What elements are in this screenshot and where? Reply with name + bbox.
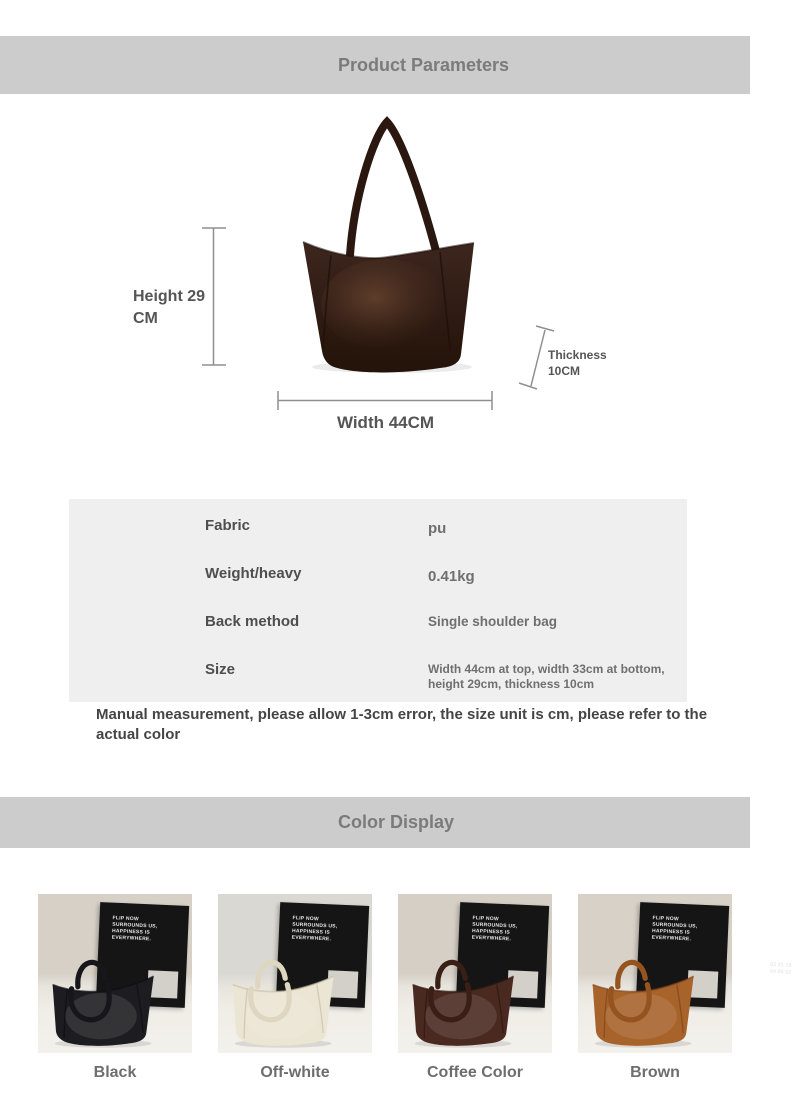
color-label: Coffee Color bbox=[427, 1064, 523, 1081]
bag-image bbox=[400, 932, 526, 1050]
spec-row bbox=[69, 517, 687, 565]
color-label: Black bbox=[93, 1064, 137, 1081]
bag-image bbox=[40, 932, 166, 1050]
spec-row bbox=[69, 661, 687, 709]
poster-text: FLIP NOW SURROUNDS US, HAPPINESS IS EVERYWHERE. bbox=[651, 914, 698, 942]
section-title: Color Display bbox=[338, 812, 455, 832]
bag-image bbox=[580, 932, 706, 1050]
color-tile bbox=[218, 894, 372, 1053]
spec-label: Back method bbox=[205, 613, 300, 630]
spec-label: Weight/heavy bbox=[205, 565, 302, 582]
spec-label: Fabric bbox=[205, 517, 251, 534]
color-tiles bbox=[38, 894, 792, 1053]
poster-text: FLIP NOW SURROUNDS US, HAPPINESS IS EVERYWHERE. bbox=[111, 914, 158, 942]
spec-table bbox=[69, 499, 687, 702]
width-label: Width 44CM bbox=[336, 413, 435, 432]
spec-value: 0.41kg bbox=[428, 568, 475, 585]
spec-value: Width 44cm at top, width 33cm at bottom, height 29cm, thickness 10cm bbox=[428, 662, 665, 691]
color-label: Brown bbox=[630, 1064, 680, 1081]
spec-label: Size bbox=[205, 661, 236, 678]
poster-numbers: 02 21 19 04 06 52 bbox=[769, 960, 792, 975]
thickness-label: Thickness 10CM bbox=[548, 348, 607, 378]
spec-row bbox=[69, 565, 687, 613]
color-label: Off-white bbox=[260, 1064, 330, 1081]
spec-row bbox=[69, 613, 687, 661]
height-label: Height 29 CM bbox=[133, 288, 206, 327]
section-header-color-display bbox=[0, 797, 750, 848]
color-tile-labels bbox=[38, 1064, 732, 1082]
color-tile bbox=[398, 894, 552, 1053]
color-tile bbox=[38, 894, 192, 1053]
spec-value: pu bbox=[428, 520, 447, 537]
measurement-lines bbox=[0, 0, 750, 460]
spec-value: Single shoulder bag bbox=[428, 614, 558, 629]
measurement-figure bbox=[0, 96, 750, 460]
poster-text: FLIP NOW SURROUNDS US, HAPPINESS IS EVERYWHERE. bbox=[291, 914, 338, 942]
bag-image bbox=[220, 932, 346, 1050]
color-tile bbox=[578, 894, 792, 1053]
section-title: Product Parameters bbox=[338, 55, 510, 75]
measurement-note: Manual measurement, please allow 1-3cm error, the size unit is cm, please refer to the actual color bbox=[96, 706, 708, 743]
poster-text: FLIP NOW SURROUNDS US, HAPPINESS IS EVERYWHERE. bbox=[471, 914, 518, 942]
